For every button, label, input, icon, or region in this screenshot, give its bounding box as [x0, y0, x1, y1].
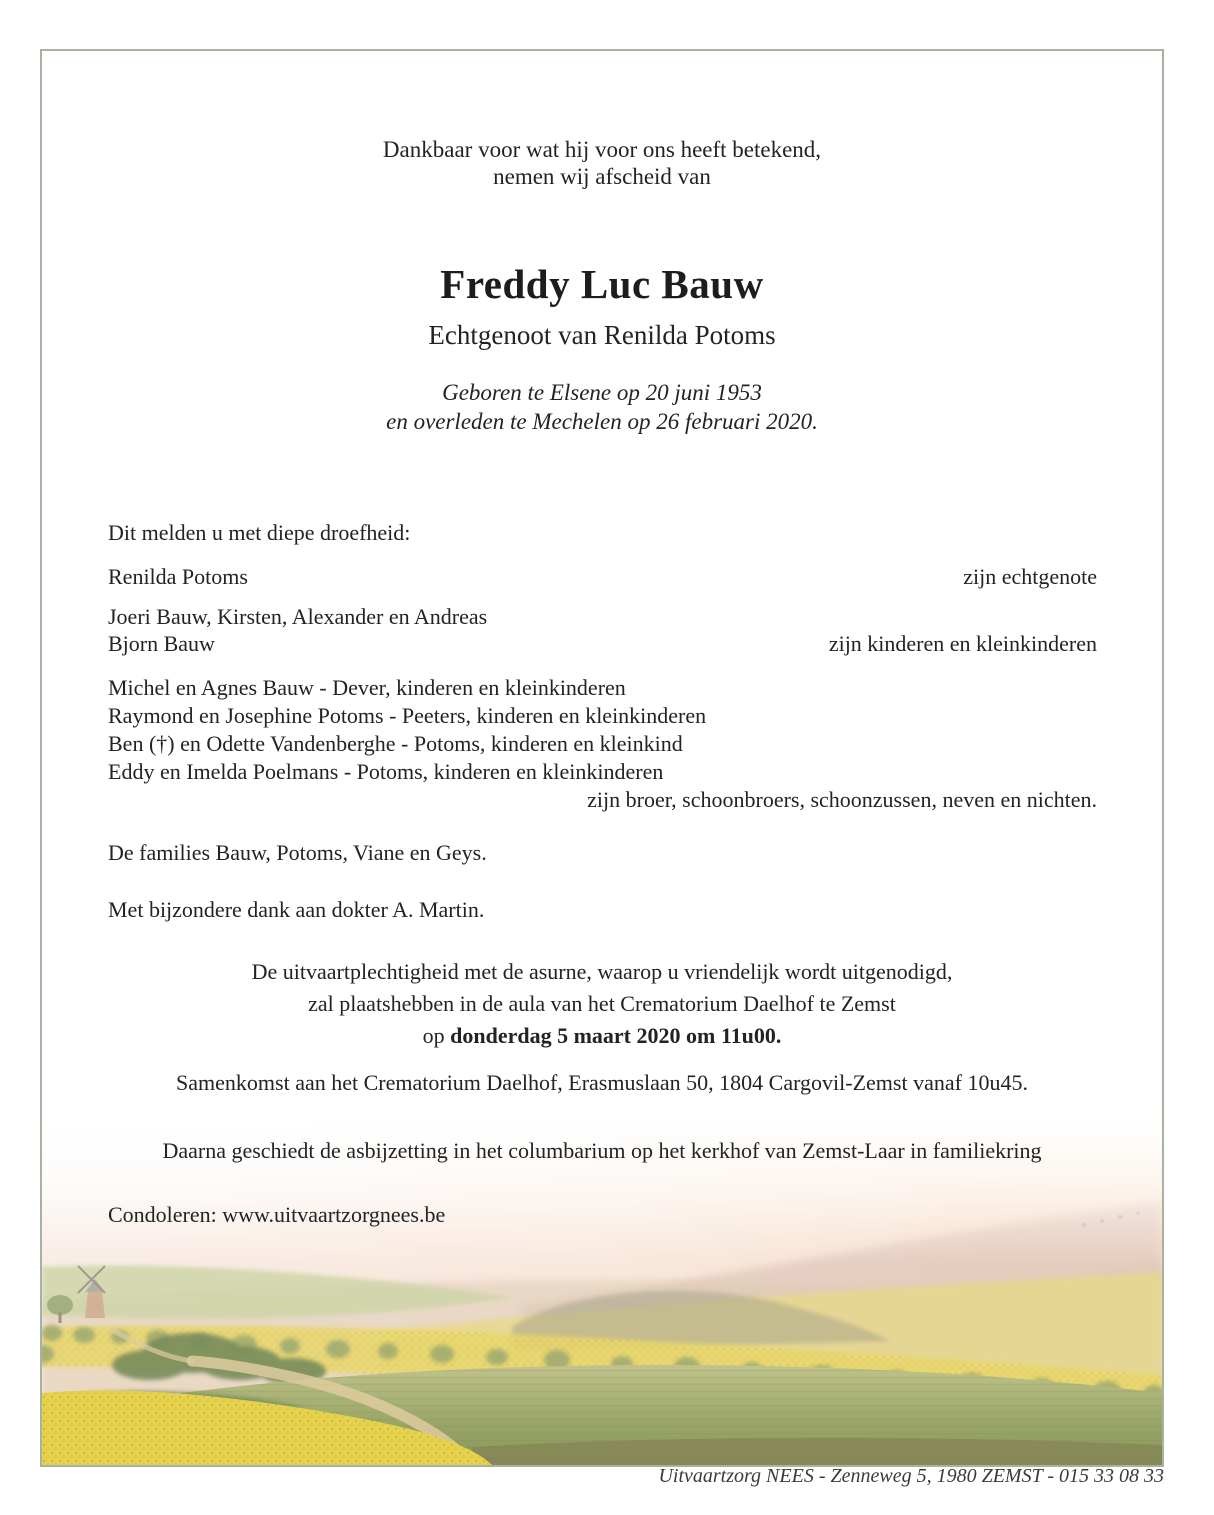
siblings-block	[108, 674, 1097, 814]
ceremony-line-3	[42, 1020, 1162, 1052]
funeral-home-footer: Uitvaartzorg NEES - Zenneweg 5, 1980 ZEMST - 015 33 08 33	[658, 1465, 1164, 1487]
memorial-card	[40, 49, 1164, 1467]
thanks-line: Met bijzondere dank aan dokter A. Martin.	[108, 897, 485, 922]
children-relation: zijn kinderen en kleinkinderen	[828, 631, 1097, 656]
families-line: De families Bauw, Potoms, Viane en Geys.	[108, 840, 487, 865]
sibling-line: Michel en Agnes Bauw - Dever, kinderen en kleinkinderen	[108, 675, 626, 700]
deceased-relation: Echtgenoot van Renilda Potoms	[428, 320, 776, 350]
ceremony-block	[42, 956, 1162, 1052]
ceremony-line-2: zal plaatshebben in de aula van het Crematorium Daelhof te Zemst	[308, 991, 896, 1016]
sibling-line: Eddy en Imelda Poelmans - Potoms, kinderen en kleinkinderen	[108, 759, 664, 784]
children-line-2: Bjorn Bauw	[108, 631, 215, 656]
birth-line: Geboren te Elsene op 20 juni 1953	[442, 380, 762, 405]
sibling-line: Raymond en Josephine Potoms - Peeters, kinderen en kleinkinderen	[108, 703, 707, 728]
ceremony-date-prefix: op	[422, 1023, 451, 1048]
spouse-row	[108, 563, 1097, 590]
siblings-relation: zijn broer, schoonbroers, schoonzussen, neven en nichten.	[587, 787, 1097, 812]
interment-line: Daarna geschiedt de asbijzetting in het columbarium op het kerkhof van Zemst-Laar in familiekring	[162, 1138, 1042, 1163]
ceremony-line-1: De uitvaartplechtigheid met de asurne, waarop u vriendelijk wordt uitgenodigd,	[251, 959, 953, 984]
landscape-illustration	[42, 1115, 1162, 1465]
intro-line-1: Dankbaar voor wat hij voor ons heeft betekend,	[382, 137, 822, 162]
life-dates	[42, 378, 1162, 436]
death-line: en overleden te Mechelen op 26 februari 2020.	[386, 409, 818, 434]
children-row-2	[108, 630, 1097, 657]
spouse-relation: zijn echtgenote	[963, 564, 1097, 589]
children-block	[108, 603, 1097, 657]
gathering-line: Samenkomst aan het Crematorium Daelhof, Erasmuslaan 50, 1804 Cargovil-Zemst vanaf 10u45.	[176, 1070, 1028, 1095]
spouse-name: Renilda Potoms	[108, 564, 248, 589]
haze-veil	[42, 1115, 1162, 1465]
ceremony-date-bold: donderdag 5 maart 2020 om 11u00.	[450, 1023, 782, 1048]
sibling-line: Ben (†) en Odette Vandenberghe - Potoms, kinderen en kleinkind	[108, 731, 683, 756]
condolences-line: Condoleren: www.uitvaartzorgnees.be	[108, 1202, 446, 1227]
landscape-photo	[42, 1115, 1162, 1465]
announcement-line: Dit melden u met diepe droefheid:	[108, 520, 411, 545]
intro-line-2: nemen wij afscheid van	[493, 164, 711, 189]
deceased-name: Freddy Luc Bauw	[440, 261, 764, 307]
children-line-1: Joeri Bauw, Kirsten, Alexander en Andreas	[108, 604, 488, 629]
intro-lines	[42, 136, 1162, 190]
